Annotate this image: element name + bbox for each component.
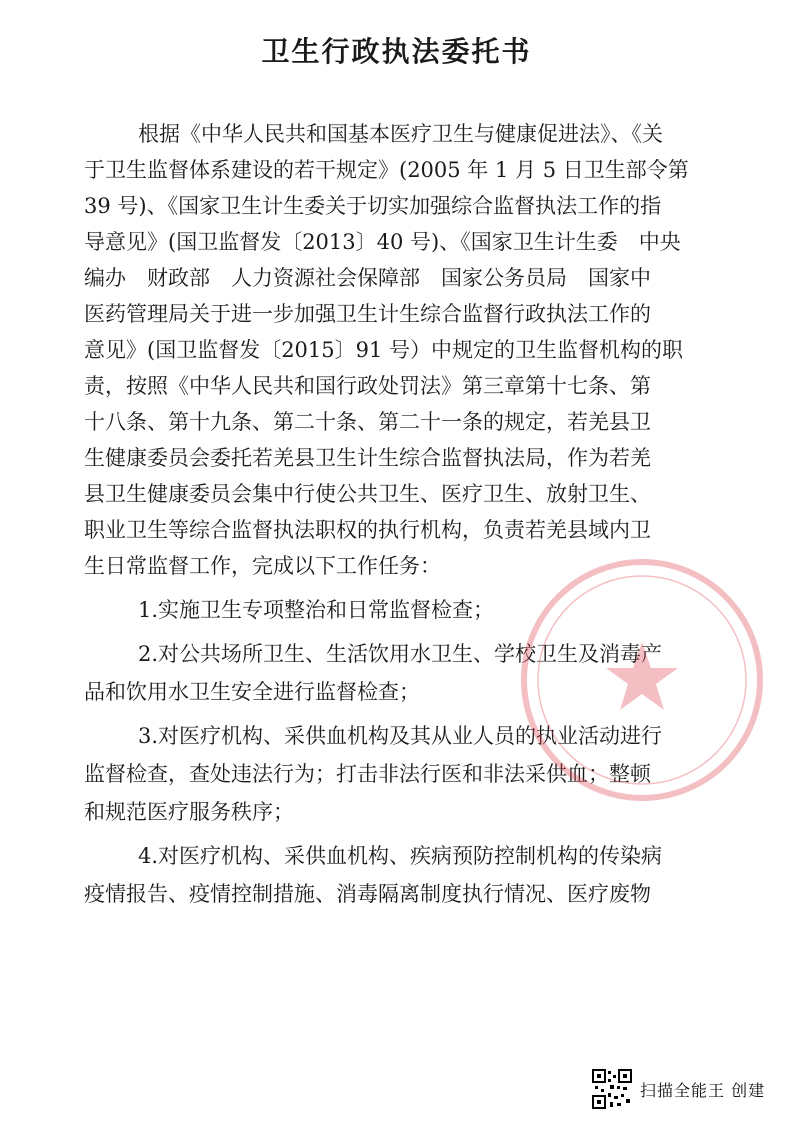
body-line: 根据《中华人民共和国基本医疗卫生与健康促进法》、《关	[138, 122, 663, 146]
qr-code-icon	[592, 1069, 632, 1109]
task-item-continued: 和规范医疗服务秩序；	[84, 800, 294, 824]
task-item: 4.对医疗机构、采供血机构、疾病预防控制机构的传染病	[138, 844, 663, 868]
body-line: 医药管理局关于进一步加强卫生计生综合监督行政执法工作的	[84, 302, 651, 326]
body-line: 于卫生监督体系建设的若干规定》(2005 年 1 月 5 日卫生部令第	[84, 158, 689, 182]
task-item: 3.对医疗机构、采供血机构及其从业人员的执业活动进行	[138, 724, 663, 748]
seal-star-icon	[606, 642, 678, 710]
body-line: 意见》(国卫监督发〔2015〕91 号）中规定的卫生监督机构的职	[84, 338, 684, 362]
task-item: 1.实施卫生专项整治和日常监督检查；	[138, 598, 495, 622]
scanner-watermark	[592, 1067, 782, 1111]
body-line: 责，按照《中华人民共和国行政处罚法》第三章第十七条、第	[84, 374, 651, 398]
body-line: 十八条、第十九条、第二十条、第二十一条的规定，若羌县卫	[84, 410, 651, 434]
task-item-continued: 疫情报告、疫情控制措施、消毒隔离制度执行情况、医疗废物	[84, 882, 651, 906]
body-line: 导意见》(国卫监督发〔2013〕40 号)、《国家卫生计生委 中央	[84, 230, 681, 254]
task-item-continued: 监督检查，查处违法行为；打击非法行医和非法采供血；整顿	[84, 762, 651, 786]
body-line: 39 号)、《国家卫生计生委关于切实加强综合监督执法工作的指	[84, 194, 662, 218]
task-item: 2.对公共场所卫生、生活饮用水卫生、学校卫生及消毒产	[138, 642, 663, 666]
body-line: 编办 财政部 人力资源社会保障部 国家公务员局 国家中	[84, 266, 651, 290]
body-line: 职业卫生等综合监督执法职权的执行机构，负责若羌县域内卫	[84, 518, 651, 542]
task-item-continued: 品和饮用水卫生安全进行监督检查；	[84, 680, 420, 704]
body-line: 县卫生健康委员会集中行使公共卫生、医疗卫生、放射卫生、	[84, 482, 651, 506]
document-title: 卫生行政执法委托书	[261, 35, 532, 68]
body-line: 生健康委员会委托若羌县卫生计生综合监督执法局，作为若羌	[84, 446, 651, 470]
scanner-label: 扫描全能王 创建	[640, 1080, 766, 1100]
official-seal-stamp	[512, 550, 772, 810]
body-line: 生日常监督工作，完成以下工作任务：	[84, 554, 441, 578]
